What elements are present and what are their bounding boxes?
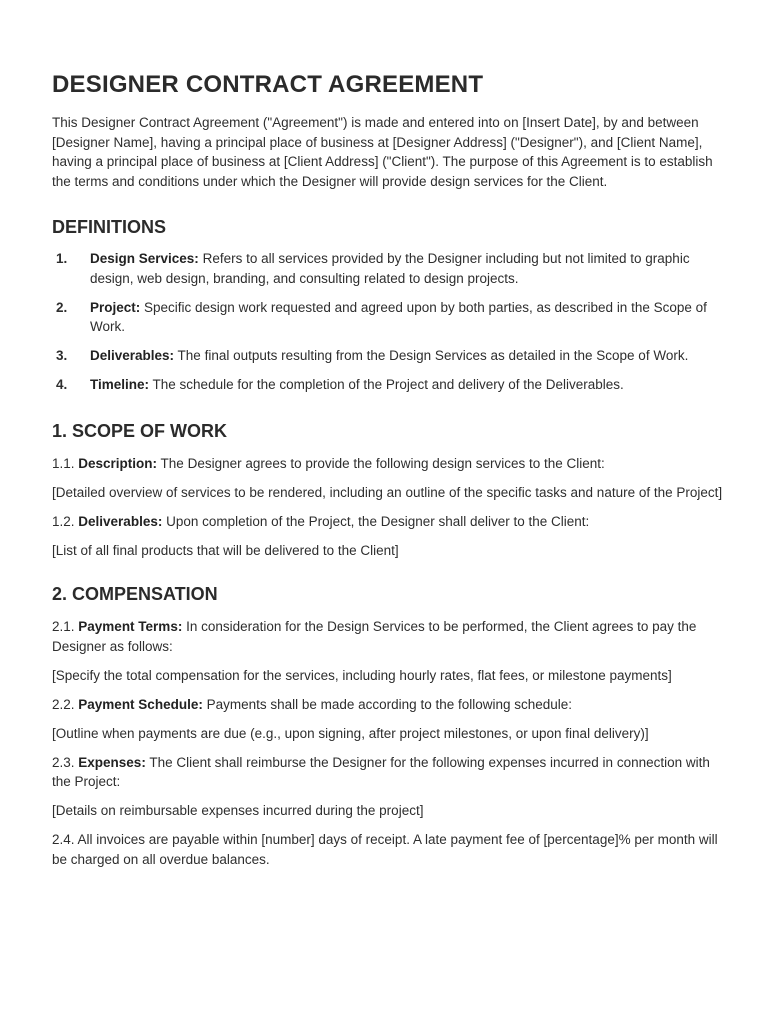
definition-number: 3. <box>56 348 68 363</box>
definition-item <box>52 298 730 337</box>
definition-term: Design Services: <box>90 251 199 266</box>
scope-heading: 1. SCOPE OF WORK <box>52 420 228 441</box>
definition-text: Refers to all services provided by the Designer including but not limited to graphic design, web design, branding, and consulting related to design projects. <box>90 251 690 286</box>
document-title: DESIGNER CONTRACT AGREEMENT <box>52 71 484 98</box>
payment-terms: 2.1. Payment Terms: In consideration for the Design Services to be performed, the Client agrees to pay the Designer as follows: <box>52 619 697 654</box>
definition-number: 4. <box>56 377 68 392</box>
definition-item <box>52 375 730 395</box>
invoice-terms: 2.4. All invoices are payable within [number] days of receipt. A late payment fee of [percentage]% per month will be charged on all overdue balances. <box>52 832 718 867</box>
definition-term: Timeline: <box>90 377 150 392</box>
payment-schedule: 2.2. Payment Schedule: Payments shall be made according to the following schedule: <box>52 696 573 712</box>
definition-term: Project: <box>90 299 141 315</box>
payment-schedule-placeholder: [Outline when payments are due (e.g., upon signing, after project milestones, or upon final delivery)] <box>52 725 649 741</box>
scope-deliverables-placeholder: [List of all final products that will be delivered to the Client] <box>52 542 399 558</box>
definition-item <box>52 346 730 366</box>
definitions-heading: DEFINITIONS <box>52 217 167 237</box>
payment-terms-placeholder: [Specify the total compensation for the services, including hourly rates, flat fees, or milestone payments] <box>52 667 672 683</box>
definition-term: Deliverables: <box>90 348 175 363</box>
intro-paragraph: This Designer Contract Agreement ("Agreement") is made and entered into on [Insert Date], by and between [Designer Name], having a principal place of business at [Designer Address] ("Designer"), and [Client Name], having a principal place of business at [Client Address] ("Client"). The purpose of this Agreement is to establish the terms and conditions under which the Designer will provide design services for the Client. <box>52 115 713 189</box>
definition-number: 1. <box>56 251 68 266</box>
scope-deliverables: 1.2. Deliverables: Upon completion of the Project, the Designer shall deliver to the Client: <box>52 513 590 529</box>
definition-text: Specific design work requested and agreed upon by both parties, as described in the Scope of Work. <box>90 299 707 334</box>
scope-description: 1.1. Description: The Designer agrees to provide the following design services to the Client: <box>52 455 605 471</box>
definition-number: 2. <box>56 299 68 315</box>
definition-text: The final outputs resulting from the Design Services as detailed in the Scope of Work. <box>174 348 689 363</box>
definition-text: The schedule for the completion of the Project and delivery of the Deliverables. <box>149 377 624 392</box>
expenses-placeholder: [Details on reimbursable expenses incurred during the project] <box>52 803 424 818</box>
compensation-heading: 2. COMPENSATION <box>52 584 218 604</box>
scope-services-placeholder: [Detailed overview of services to be rendered, including an outline of the specific tasks and nature of the Project] <box>52 484 723 500</box>
definition-item <box>52 249 730 288</box>
definitions-list <box>52 249 730 395</box>
expenses: 2.3. Expenses: The Client shall reimburse the Designer for the following expenses incurred in connection with the Project: <box>52 754 710 789</box>
